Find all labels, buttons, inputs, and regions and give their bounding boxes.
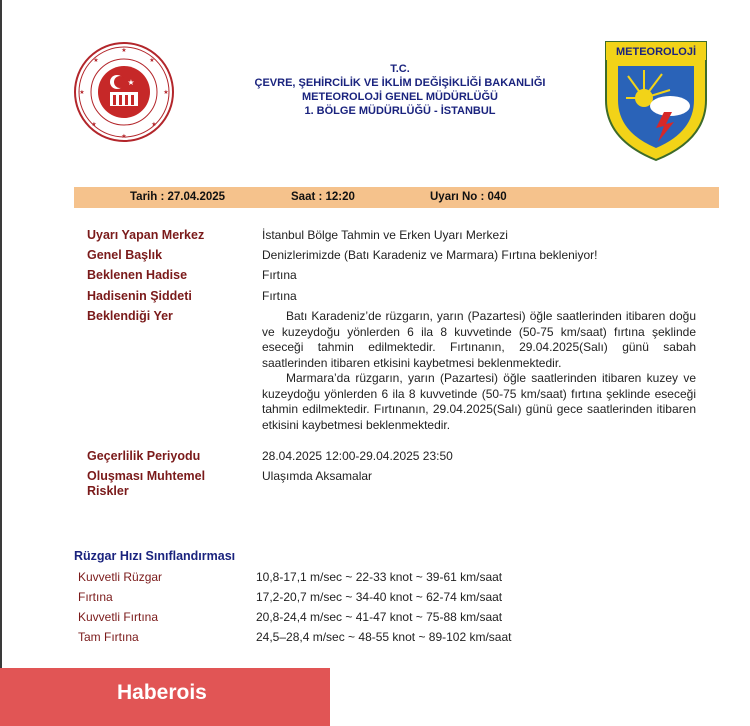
ministry-seal-icon <box>74 42 174 142</box>
svg-text:★: ★ <box>163 90 169 96</box>
wind-section-title: Rüzgar Hızı Sınıflandırması <box>74 549 236 563</box>
wind-row-value: 24,5–28,4 m/sec ~ 48-55 knot ~ 89-102 km/saat <box>256 630 512 644</box>
validity-value: 28.04.2025 12:00-29.04.2025 23:50 <box>262 449 453 463</box>
meteoroloji-logo-icon <box>604 40 708 162</box>
svg-text:★: ★ <box>79 90 85 96</box>
wind-row-value: 10,8-17,1 m/sec ~ 22-33 knot ~ 39-61 km/saat <box>256 570 503 584</box>
wind-row-name: Kuvvetli Fırtına <box>78 610 159 624</box>
svg-text:★: ★ <box>121 134 127 140</box>
date-label: Tarih : 27.04.2025 <box>130 191 226 203</box>
header-line-directorate: METEOROLOJİ GENEL MÜDÜRLÜĞÜ <box>302 91 498 103</box>
brand-name: Haberois <box>117 681 207 704</box>
place-paragraph-karadeniz: Batı Karadeniz’de rüzgarın, yarın (Pazartesi) öğle saatlerinden itibaren doğu ve kuzeydoğu yönlerden 6 ila 8 kuvvetinde (50-75 km/saat) fırtına şeklinde eseceği tahmin edilmektedir. Fırtınanın, 29.04.2025(Salı) günü sabah saatlerinden itibaren etkisini kaybetmesi beklenmektedir. <box>262 309 696 370</box>
info-bar <box>74 187 719 208</box>
risk-label-line1: Oluşması Muhtemel <box>87 469 206 483</box>
warning-number-label: Uyarı No : 040 <box>430 191 507 203</box>
title-value: Denizlerimizde (Batı Karadeniz ve Marmara) Fırtına bekleniyor! <box>262 248 598 262</box>
svg-text:★: ★ <box>127 78 135 87</box>
validity-label: Geçerlilik Periyodu <box>87 449 201 463</box>
severity-label: Hadisenin Şiddeti <box>87 289 192 303</box>
svg-text:★: ★ <box>121 48 127 54</box>
place-paragraph-marmara: Marmara’da rüzgarın, yarın (Pazartesi) öğle saatlerinden itibaren kuzey ve kuzeydoğu yönlerden 6 ila 8 kuvvetinde (50-75 km/saat) fırtına şeklinde eseceği tahmin edilmektedir. Fırtınanın, 29.04.2025(Salı) günü gece saatlerinden itibaren etkisini kaybetmesi beklenmektedir. <box>262 371 696 432</box>
logo-text: METEOROLOJİ <box>615 46 697 58</box>
header-line-ministry: ÇEVRE, ŞEHİRCİLİK VE İKLİM DEĞİŞİKLİĞİ BAKANLIĞI <box>254 77 546 89</box>
severity-value: Fırtına <box>262 289 297 303</box>
svg-text:★: ★ <box>149 58 155 64</box>
title-label: Genel Başlık <box>87 248 163 262</box>
center-value: İstanbul Bölge Tahmin ve Erken Uyarı Merkezi <box>262 228 508 242</box>
document-header <box>210 62 590 118</box>
risk-value: Ulaşımda Aksamalar <box>262 469 373 483</box>
left-border-line <box>0 0 2 668</box>
wind-row-name: Kuvvetli Rüzgar <box>78 570 163 584</box>
event-label: Beklenen Hadise <box>87 268 188 282</box>
event-value: Fırtına <box>262 268 297 282</box>
place-label: Beklendiği Yer <box>87 309 173 323</box>
brand-banner <box>0 668 330 726</box>
header-line-tc: T.C. <box>390 63 410 75</box>
svg-text:★: ★ <box>93 58 99 64</box>
time-label: Saat : 12:20 <box>291 191 355 203</box>
risk-label-line2: Riskler <box>87 484 129 498</box>
wind-row-name: Fırtına <box>78 590 113 604</box>
svg-text:★: ★ <box>151 122 157 128</box>
center-label: Uyarı Yapan Merkez <box>87 228 205 242</box>
wind-row-value: 17,2-20,7 m/sec ~ 34-40 knot ~ 62-74 km/saat <box>256 590 503 604</box>
wind-row-value: 20,8-24,4 m/sec ~ 41-47 knot ~ 75-88 km/saat <box>256 610 503 624</box>
svg-text:★: ★ <box>91 122 97 128</box>
header-line-region: 1. BÖLGE MÜDÜRLÜĞÜ - İSTANBUL <box>304 105 496 117</box>
wind-row-name: Tam Fırtına <box>78 630 139 644</box>
